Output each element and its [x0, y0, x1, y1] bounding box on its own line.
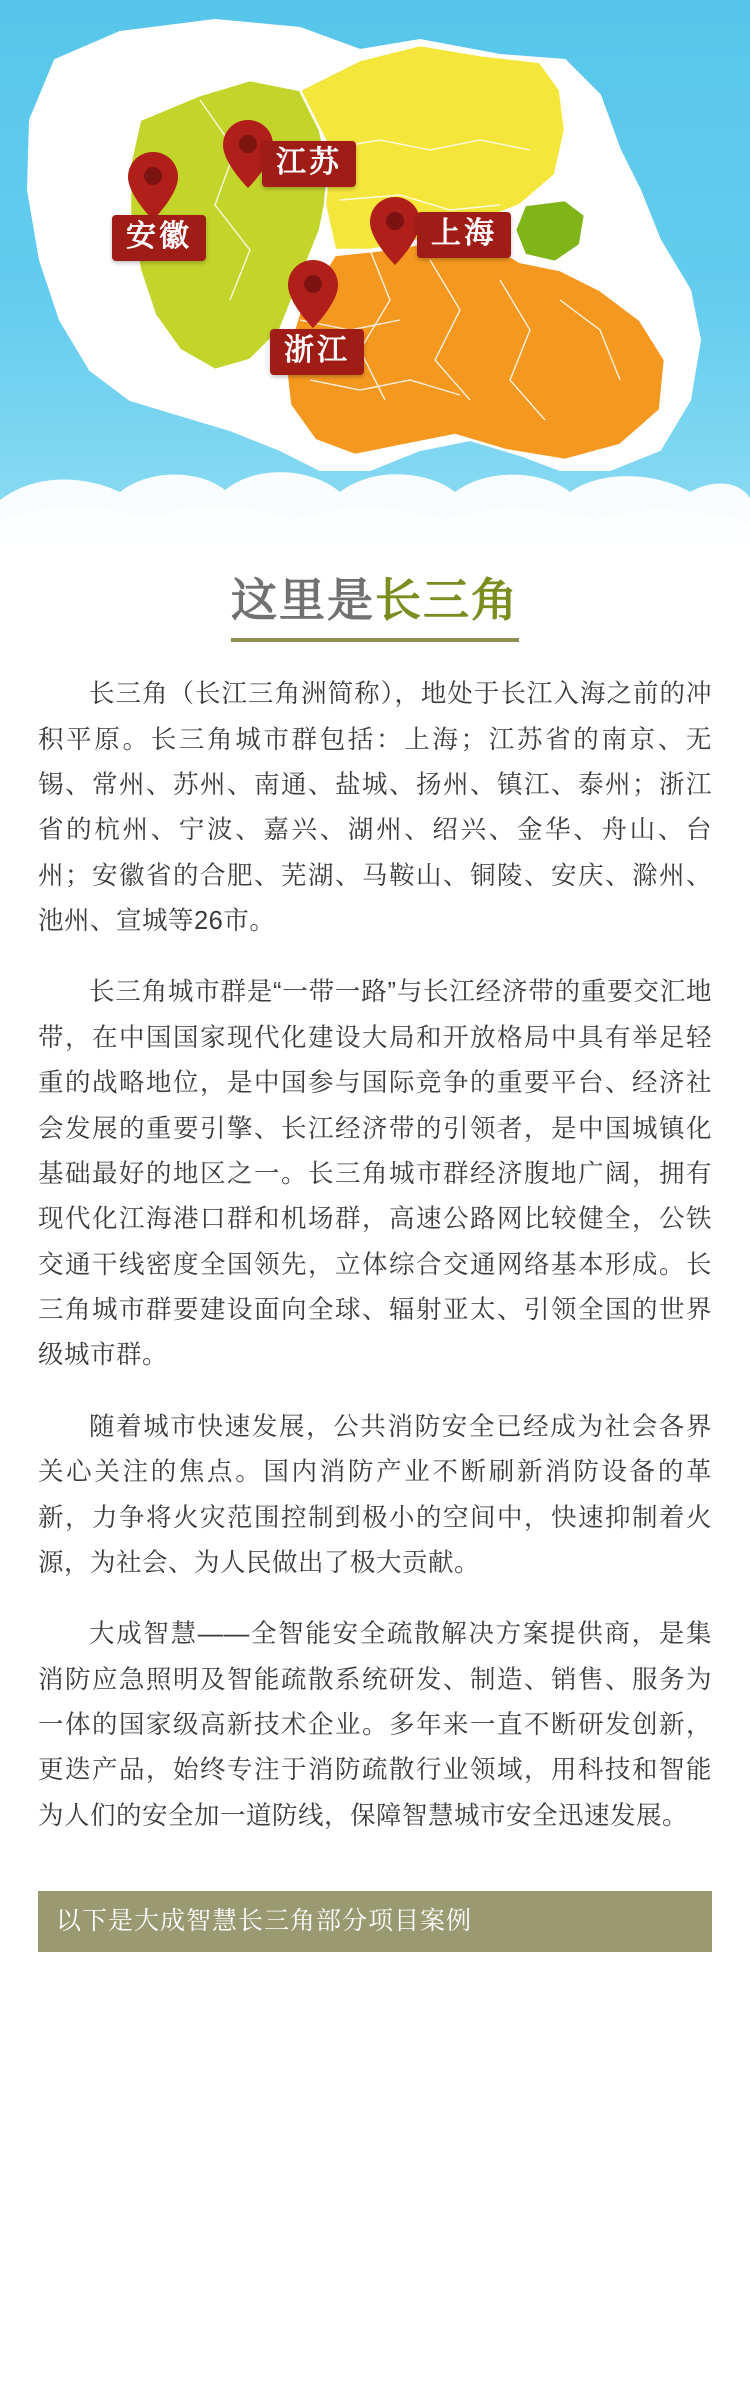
map-pin-anhui[interactable] — [126, 150, 180, 222]
map-label-jiangsu: 江苏 — [262, 141, 356, 187]
map-pin-shanghai[interactable] — [368, 195, 422, 267]
map-pin-zhejiang[interactable] — [286, 258, 340, 330]
map-label-anhui: 安徽 — [112, 215, 206, 261]
section-footer-banner: 以下是大成智慧长三角部分项目案例 — [38, 1891, 712, 1952]
bottom-spacer — [0, 1952, 750, 1982]
paragraph-2: 长三角城市群是“一带一路”与长江经济带的重要交汇地带，在中国国家现代化建设大局和开放格局中具有举足轻重的战略地位，是中国参与国际竞争的重要平台、经济社会发展的重要引擎、长江经济带的引领者，是中国城镇化基础最好的地区之一。长三角城市群经济腹地广阔，拥有现代化江海港口群和机场群，高速公路网比较健全，公铁交通干线密度全国领先，立体综合交通网络基本形成。长三角城市群要建设面向全球、辐射亚太、引领全国的世界级城市群。 — [38, 978, 712, 1370]
map-label-shanghai: 上海 — [417, 212, 511, 258]
page-title — [231, 573, 519, 642]
cloud-band — [0, 472, 750, 545]
paragraph-3: 随着城市快速发展，公共消防安全已经成为社会各界关心关注的焦点。国内消防产业不断刷新消防设备的革新，力争将火灾范围控制到极小的空间中，快速抑制着火源，为社会、为人民做出了极大贡献。 — [38, 1412, 712, 1577]
paragraph-1: 长三角（长江三角洲简称），地处于长江入海之前的冲积平原。长三角城市群包括：上海；江苏省的南京、无锡、常州、苏州、南通、盐城、扬州、镇江、泰州；浙江省的杭州、宁波、嘉兴、湖州、绍兴、金华、舟山、台州；安徽省的合肥、芜湖、马鞍山、铜陵、安庆、滁州、池州、宣城等26市。 — [38, 680, 712, 936]
page-title-part1: 这里是 — [231, 574, 375, 626]
page-title-part2: 长三角 — [375, 574, 519, 626]
yangtze-delta-map-graphic — [0, 0, 750, 545]
paragraph-4: 大成智慧——全智能安全疏散解决方案提供商，是集消防应急照明及智能疏散系统研发、制造、销售、服务为一体的国家级高新技术企业。多年来一直不断研发创新，更迭产品，始终专注于消防疏散行业领域，用科技和智能为人们的安全加一道防线，保障智慧城市安全迅速发展。 — [38, 1620, 712, 1830]
page-title-wrap — [0, 545, 750, 642]
map-hero — [0, 0, 750, 545]
article-body — [0, 642, 750, 1875]
map-label-zhejiang: 浙江 — [270, 329, 364, 375]
